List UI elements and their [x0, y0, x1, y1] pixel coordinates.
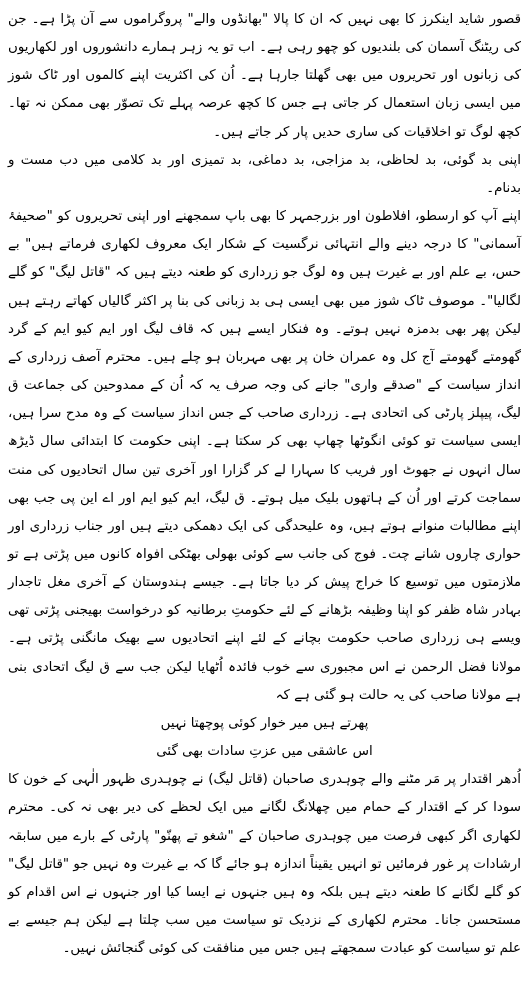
article-paragraph: قصور شاید اینکرز کا بھی نہیں کہ ان کا پالا "بھانڈوں والے" پروگراموں سے آن پڑا ہے۔ جن کی ریٹنگ آسمان کی بلندیوں کو چھو رہی ہے۔ اب تو یہ زہر ہمارے دانشوروں اور لکھاریوں کی زبانوں اور تحریروں میں بھی گھلتا جارہا ہے۔ اُن کی اکثریت اپنے کالموں اور ٹاک شوز میں ایسی زبان استعمال کر جاتی ہے جس کا کچھ عرصہ پہلے تک تصوّر بھی ممکن نہ تھا۔ کچھ لوگ تو اخلاقیات کی ساری حدیں پار کر جاتے ہیں۔	[8, 12, 521, 140]
article-paragraph: اُدھر اقتدار پر مَر مٹنے والے چوہدری صاحبان (قاتل لیگ) نے چوہدری ظہور الٰہی کے خون کا سودا کر کے اقتدار کے حمام میں چھلانگ لگانے میں ایک لحظے کی دیر بھی نہ کی۔ محترم لکھاری اگر کبھی فرصت میں چوہدری صاحبان کے "شغو تے پھنّو" پارٹی کے بارے میں سابقہ ارشادات پر غور فرمائیں تو انہیں یقیناً اندازہ ہو جائے گا کہ بے غیرت وہ نہیں جو "قاتل لیگ" کو گلے لگانے کا طعنہ دیتے ہیں بلکہ وہ ہیں جنہوں نے ایسا کیا اور جنہوں نے اس اقدام کو مستحسن جانا۔ محترم لکھاری کے نزدیک تو سیاست میں سب چلتا ہے لیکن ہم جیسے بے علم تو سیاست کو عبادت سمجھتے ہیں جس میں منافقت کی کوئی گنجائش نہیں۔	[8, 772, 521, 957]
article-paragraph: اپنے آپ کو ارسطو، افلاطون اور بزرجمہر کا بھی باپ سمجھنے اور اپنی تحریروں کو "صحیفۂ آسمانی" کا درجہ دینے والے انتہائی نرگسیت کے شکار ایک معروف لکھاری فرماتے ہیں" بے حس، بے علم اور بے غیرت ہیں وہ لوگ جو زرداری کو طعنہ دیتے ہیں کہ "قاتل لیگ" کو گلے لگالیا"۔ موصوف ٹاک شوز میں بھی ایسی ہی بد زبانی کی بنا پر اکثر گالیاں کھاتے رہتے ہیں لیکن پھر بھی بدمزہ نہیں ہوتے۔ وہ فنکار ایسے ہیں کہ قاف لیگ اور ایم کیو ایم کے گرد گھومتے گھومتے آج کل وہ عمران خان پر بھی مہربان ہو چلے ہیں۔ محترم آصف زرداری کے انداز سیاست کے "صدقے واری" جانے کی وجہ صرف یہ کہ اُن کے ممدوحین کی جماعت ق لیگ، پیپلز پارٹی کی اتحادی ہے۔ زرداری صاحب کے جس انداز سیاست کے وہ مدح سرا ہیں، ایسی سیاست تو کوئی انگوٹھا چھاپ بھی کر سکتا ہے۔ اپنی حکومت کا ابتدائی سال ڈیڑھ سال انہوں نے جھوٹ اور فریب کا سہارا لے کر گزارا اور آخری تین سال اتحادیوں کی منت سماجت کرتے اور اُن کے ہاتھوں بلیک میل ہوتے۔ ق لیگ، ایم کیو ایم اور اے این پی جب بھی اپنے مطالبات منوانے ہوتے ہیں، وہ علیحدگی کی ایک دھمکی دیتے ہیں اور جناب زرداری اور حواری چاروں شانے چت۔ فوج کی جانب سے کوئی بھولی بھٹکی افواہ کانوں میں پڑتی ہے تو ملازمتوں میں توسیع کا خراج پیش کر دیا جاتا ہے۔ جیسے ہندوستان کے آخری مغل تاجدار بہادر شاہ ظفر کو اپنا وظیفہ بڑھانے کے لئے حکومتِ برطانیہ کو درخواست بھیجنی پڑتی تھی ویسے ہی زرداری صاحب حکومت بچانے کے لئے اپنے اتحادیوں سے بھیک مانگنی پڑتی ہے۔ مولانا فضل الرحمن نے اس مجبوری سے خوب فائدہ اُٹھایا لیکن جب سے ق لیگ اتحادی بنی ہے مولانا صاحب کی یہ حالت ہو گئی ہے کہ	[8, 209, 521, 703]
poetry-verse-line: اس عاشقی میں عزتِ سادات بھی گئی	[156, 744, 373, 760]
article-paragraph: اپنی بد گوئی، بد لحاظی، بد مزاجی، بد دماغی، بد تمیزی اور بد کلامی میں دب مست و بدنام۔	[8, 152, 521, 196]
poetry-verse-line: پھرتے ہیں میر خوار کوئی پوچھتا نہیں	[160, 715, 369, 731]
